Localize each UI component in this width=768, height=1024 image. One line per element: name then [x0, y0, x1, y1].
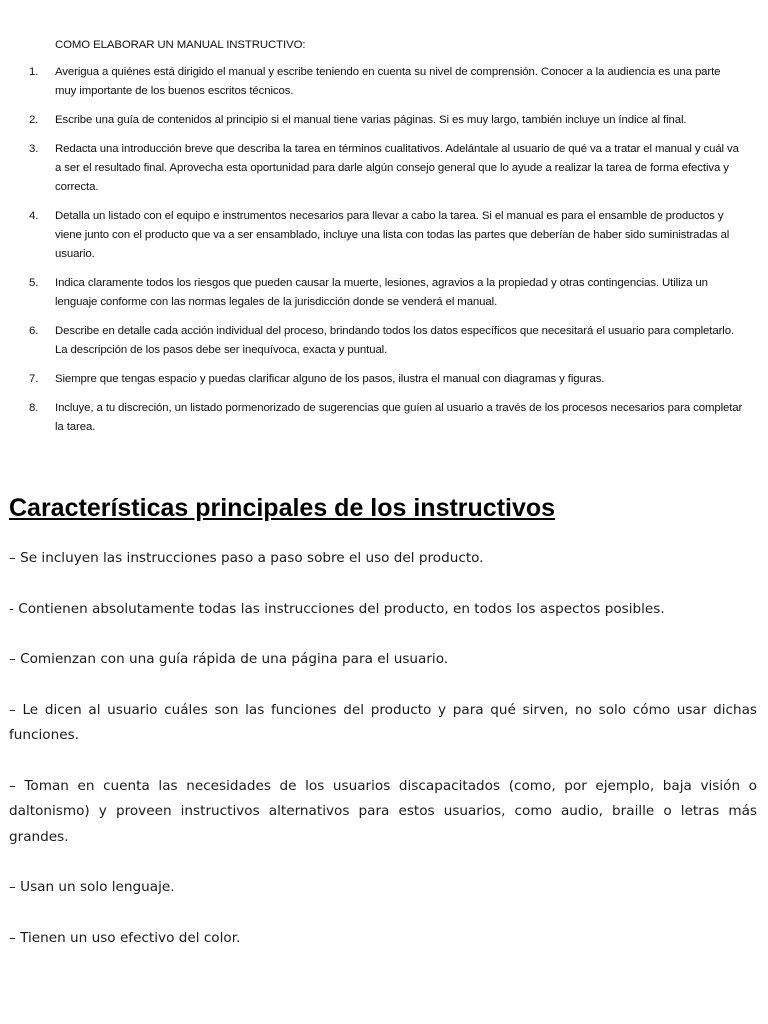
characteristic-item: - Contienen absolutamente todas las instrucciones del producto, en todos los aspectos posibles.: [9, 600, 665, 617]
step-number: 3.: [29, 143, 39, 155]
step-item-4: [29, 207, 749, 264]
step-text: Incluye, a tu discreción, un listado pormenorizado de sugerencias que guíen al usuario a través de los procesos necesarios para completar la tarea.: [55, 402, 743, 433]
characteristics-list: [9, 546, 757, 976]
step-text: Indica claramente todos los riesgos que pueden causar la muerte, lesiones, agravios a la propiedad y otras contingencias. Utiliza un lenguaje conforme con las normas legales de la jurisdicción donde se venderá el manual.: [55, 277, 708, 308]
step-item-2: [29, 111, 749, 130]
manual-steps-section: [29, 36, 749, 447]
step-text: Detalla un listado con el equipo e instrumentos necesarios para llevar a cabo la tarea. Si el manual es para el ensamble de productos y viene junto con el producto que va a ser ensamblado, incluye una lista con todas las partes que deberían de haber sido suministradas al usuario.: [55, 210, 730, 260]
step-number: 7.: [29, 373, 39, 385]
step-number: 1.: [29, 66, 39, 78]
step-item-5: [29, 274, 749, 312]
step-item-8: [29, 399, 749, 437]
step-number: 2.: [29, 114, 39, 126]
step-item-7: [29, 370, 749, 389]
step-item-3: [29, 140, 749, 197]
characteristic-item: – Se incluyen las instrucciones paso a paso sobre el uso del producto.: [9, 550, 484, 566]
step-item-6: [29, 322, 749, 360]
step-text: Averigua a quiénes está dirigido el manual y escribe teniendo en cuenta su nivel de comprensión. Conocer a la audiencia es una parte muy importante de los buenos escritos técnicos.: [55, 66, 721, 97]
step-text: Siempre que tengas espacio y puedas clarificar alguno de los pasos, ilustra el manual con diagramas y figuras.: [55, 373, 605, 385]
step-text: Redacta una introducción breve que describa la tarea en términos cualitativos. Adelántale al usuario de qué va a tratar el manual y cuál va a ser el resultado final. Aprovecha esta oportunidad para darle algún consejo general que lo ayude a realizar la tarea de forma efectiva y correcta.: [55, 143, 739, 193]
step-number: 5.: [29, 277, 39, 289]
manual-steps-title: COMO ELABORAR UN MANUAL INSTRUCTIVO:: [55, 39, 306, 51]
characteristic-item: – Comienzan con una guía rápida de una página para el usuario.: [9, 651, 449, 667]
step-number: 6.: [29, 325, 39, 337]
step-item-1: [29, 63, 749, 101]
manual-steps-list: [29, 63, 749, 437]
characteristic-item: – Usan un solo lenguaje.: [9, 879, 175, 895]
step-text: Describe en detalle cada acción individual del proceso, brindando todos los datos específicos que necesitará el usuario para completarlo. La descripción de los pasos debe ser inequívoca, exacta y puntual.: [55, 325, 735, 356]
characteristics-heading: Características principales de los instructivos: [9, 494, 556, 522]
characteristic-item: – Le dicen al usuario cuáles son las funciones del producto y para qué sirven, no solo cómo usar dichas funciones.: [9, 701, 757, 743]
step-text: Escribe una guía de contenidos al principio si el manual tiene varias páginas. Si es muy largo, también incluye un índice al final.: [55, 114, 687, 126]
step-number: 4.: [29, 210, 39, 222]
step-number: 8.: [29, 402, 39, 414]
characteristic-item: – Toman en cuenta las necesidades de los usuarios discapacitados (como, por ejemplo, baja visión o daltonismo) y proveen instructivos alternativos para estos usuarios, como audio, braille o letras más grandes.: [9, 777, 757, 845]
characteristic-item: – Tienen un uso efectivo del color.: [9, 929, 241, 946]
